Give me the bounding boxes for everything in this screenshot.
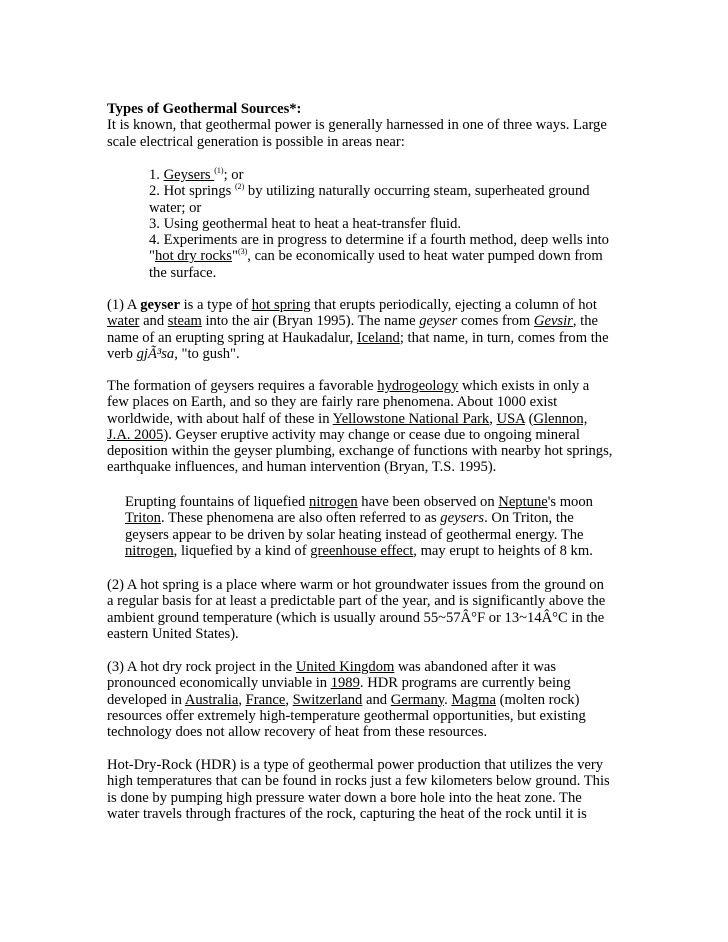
list-item: 3. Using geothermal heat to heat a heat-transfer fluid. (149, 215, 462, 232)
footnote-ref: (2) (234, 182, 245, 192)
link-glennon-year[interactable]: J.A. 2005 (107, 426, 164, 443)
link-yellowstone[interactable]: Yellowstone National Park (332, 410, 490, 427)
list-item-cont: water; or (149, 199, 202, 216)
footnote-ref: (1) (214, 166, 224, 175)
list-item: 1. Geysers $^{(1)}$; or (149, 166, 244, 183)
link-nitrogen[interactable]: nitrogen (309, 494, 358, 510)
link-hot-spring[interactable]: hot spring (251, 297, 311, 313)
link-geysers[interactable]: Geysers (163, 167, 215, 183)
intro-line: scale electrical generation is possible in areas near: (107, 133, 405, 150)
link-france[interactable]: France (245, 691, 286, 708)
paragraph-hot-dry-rock: (3) A hot dry rock project in the United Kingdom was abandoned after it was pronounced economically unviable in 1989. HDR programs are currently being developed in Australia, France, Switzerland and Germany. Magma (molten rock) resources offer extremely high-temperature geothermal opportunities, but existing technology does not allow recovery of heat from these resources. (107, 659, 586, 741)
link-hot-dry-rocks[interactable]: hot dry rocks (154, 248, 232, 265)
paragraph-geyser: (1) A geyser is a type of hot spring that erupts periodically, ejecting a column of hot water and steam into the air (Bryan 1995). The name geyser comes from Gevsir, the name of an erupting spring at Haukadalur, Iceland; that name, in turn, comes from the verb gjÃ³sa, "to gush". (107, 297, 609, 362)
link-triton[interactable]: Triton (125, 510, 161, 527)
link-steam[interactable]: steam (167, 313, 202, 330)
link-iceland[interactable]: Iceland (356, 329, 400, 346)
list-item-cont: "hot dry rocks"$^{(3)}$, can be economically used to heat water pumped down from (149, 247, 603, 265)
link-1989[interactable]: 1989 (330, 675, 360, 692)
intro-section (107, 101, 607, 150)
list-item: 4. Experiments are in progress to determine if a fourth method, deep wells into (149, 232, 609, 249)
link-united-kingdom[interactable]: United Kingdom (295, 659, 395, 675)
link-water[interactable]: water (107, 313, 140, 330)
section-heading: Types of Geothermal Sources*: (107, 101, 302, 117)
link-greenhouse-effect[interactable]: greenhouse effect (310, 542, 414, 559)
link-hydrogeology[interactable]: hydrogeology (377, 378, 459, 394)
link-australia[interactable]: Australia (184, 691, 239, 708)
intro-line: It is known, that geothermal power is generally harnessed in one of three ways. Large (107, 117, 607, 134)
paragraph-triton: Erupting fountains of liquefied nitrogen have been observed on Neptune's moon Triton. These phenomena are also often referred to as geysers. On Triton, the geysers appear to be driven by solar heating instead of geothermal energy. The nitrogen, liquefied by a kind of greenhouse effect, may erupt to heights of 8 km. (125, 494, 593, 559)
link-neptune[interactable]: Neptune (498, 494, 548, 510)
link-usa[interactable]: USA (496, 410, 525, 427)
link-germany[interactable]: Germany (390, 691, 445, 708)
list-item: 2. Hot springs $^{(2)}$ by utilizing naturally occurring steam, superheated ground (149, 182, 590, 200)
methods-list (149, 167, 609, 281)
paragraph-formation: The formation of geysers requires a favorable hydrogeology which exists in only a few places on Earth, and so they are fairly rare phenomena. About 1000 exist worldwide, with about half of these in Yellowstone National Park, USA (Glennon, J.A. 2005). Geyser eruptive activity may change or cease due to ongoing mineral deposition within the geyser plumbing, exchange of functions with nearby hot springs, earthquake influences, and human intervention (Bryan, T.S. 1995). (107, 378, 613, 476)
paragraph-hot-spring: (2) A hot spring is a place where warm or hot groundwater issues from the ground on a regular basis for at least a predictable part of the year, and is significantly above the ambient ground temperature (which is usually around 55~57Â°F or 13~14Â°C in the eastern United States). (107, 577, 606, 642)
link-switzerland[interactable]: Switzerland (292, 691, 363, 708)
link-gevsir[interactable]: Gevsir (533, 313, 573, 330)
list-item-cont: the surface. (149, 264, 217, 281)
paragraph-hdr: Hot-Dry-Rock (HDR) is a type of geothermal power production that utilizes the very high temperatures that can be found in rocks just a few kilometers below ground. This is done by pumping high pressure water down a bore hole into the heat zone. The water travels through fractures of the rock, capturing the heat of the rock until it is (107, 757, 610, 822)
footnote-ref: (3) (237, 247, 248, 257)
link-glennon[interactable]: Glennon, (533, 410, 588, 427)
link-magma[interactable]: Magma (451, 691, 496, 708)
link-nitrogen[interactable]: nitrogen (125, 542, 174, 559)
